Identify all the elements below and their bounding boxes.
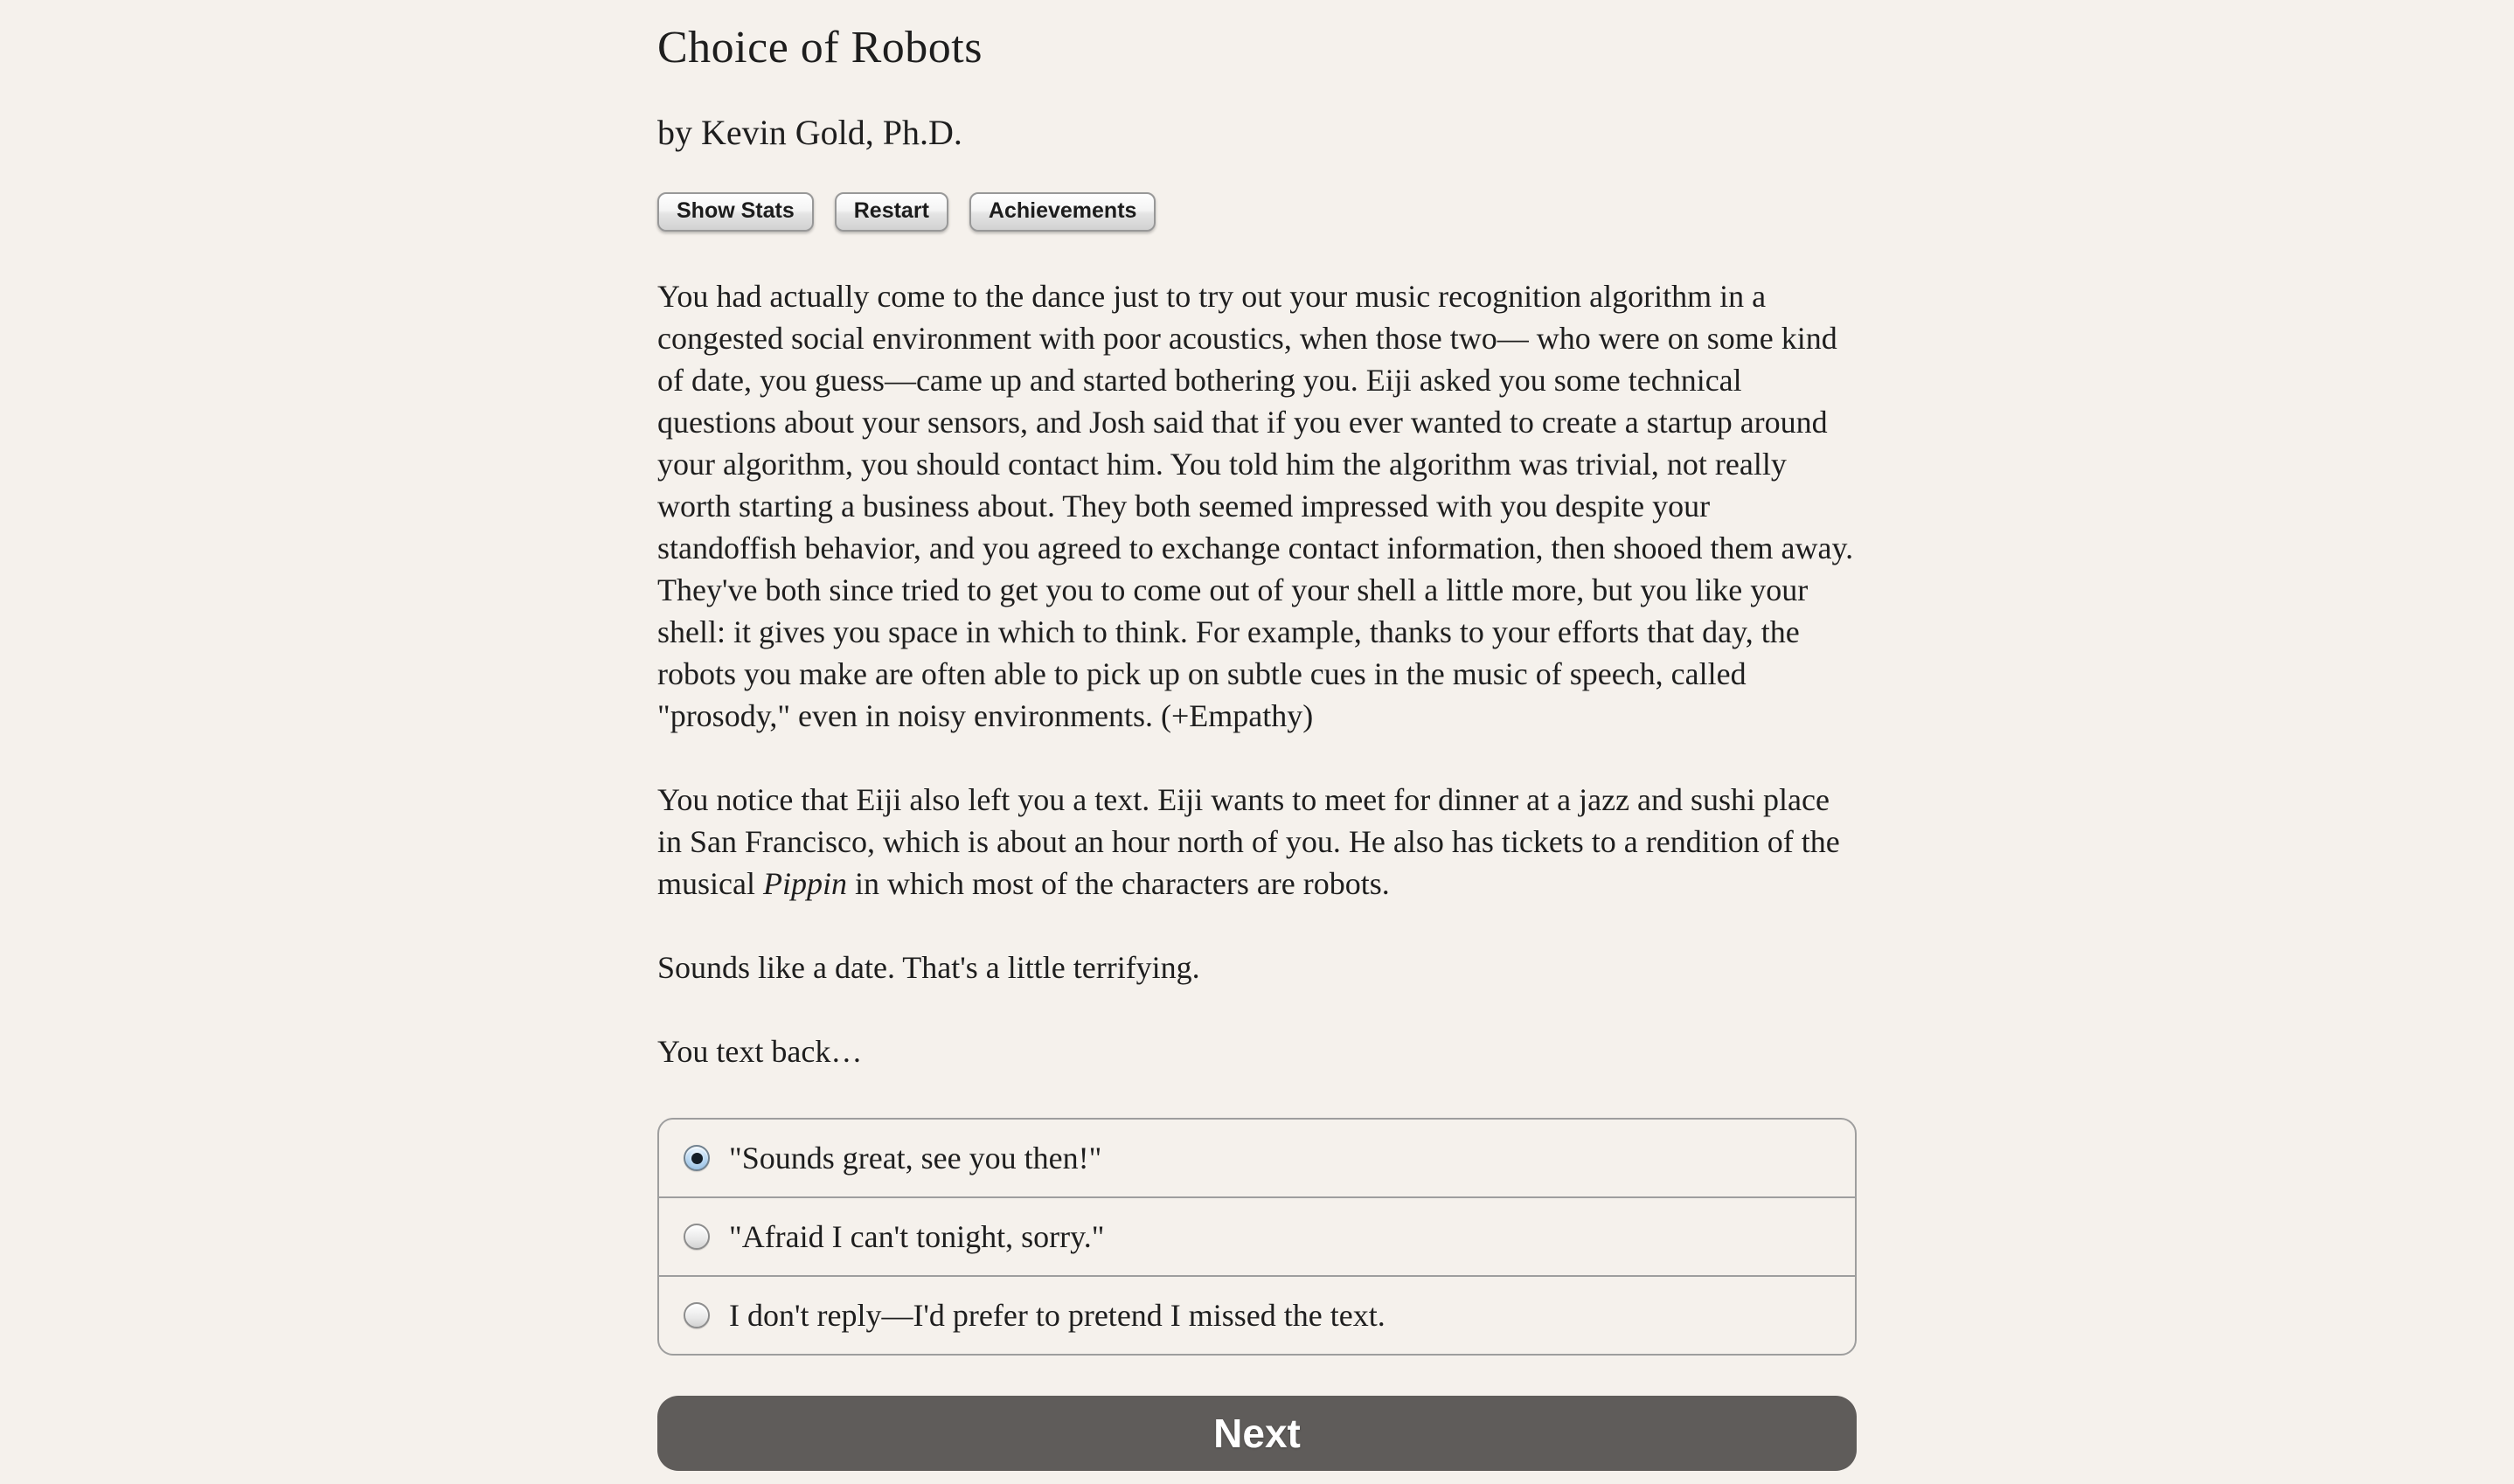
choice-list [657, 1118, 1857, 1356]
achievements-button[interactable]: Achievements [969, 192, 1156, 232]
paragraph2-after-italic: in which most of the characters are robots. [846, 866, 1390, 901]
choice-option-label: "Afraid I can't tonight, sorry." [729, 1219, 1105, 1254]
game-container [657, 0, 1857, 1471]
story-paragraph-2 [657, 779, 1857, 905]
radio-button-icon[interactable] [684, 1224, 710, 1250]
story-paragraph-1: You had actually come to the dance just to try out your music recognition algorithm in a congested social environment with poor acoustics, when those two— who were on some kind of date, you guess—came up and started bothering you. Eiji asked you some technical questions about your sensors, and Josh said that if you ever wanted to create a startup around your algorithm, you should contact him. You told him the algorithm was trivial, not really worth starting a business about. They both seemed impressed with you despite your standoffish behavior, and you agreed to exchange contact information, then shooed them away. They've both since tried to get you to come out of your shell a little more, but you like your shell: it gives you space in which to think. For example, thanks to your efforts that day, the robots you make are often able to pick up on subtle cues in the music of speech, called "prosody," even in noisy environments. (+Empathy) [657, 279, 1854, 733]
choice-option-3[interactable] [659, 1275, 1855, 1354]
story-paragraph-4: You text back… [657, 1034, 863, 1069]
musical-title-italic: Pippin [762, 866, 847, 901]
author-byline: by Kevin Gold, Ph.D. [657, 113, 962, 152]
show-stats-button[interactable]: Show Stats [657, 192, 814, 232]
radio-button-icon[interactable] [684, 1302, 710, 1328]
page-title: Choice of Robots [657, 23, 983, 73]
radio-button-icon[interactable] [684, 1145, 710, 1171]
restart-button[interactable]: Restart [835, 192, 948, 232]
story-paragraph-3: Sounds like a date. That's a little terrifying. [657, 950, 1200, 985]
next-button[interactable]: Next [657, 1396, 1857, 1471]
story-text [657, 275, 1857, 1072]
choice-option-label: "Sounds great, see you then!" [729, 1141, 1102, 1175]
choice-option-1[interactable] [659, 1120, 1855, 1196]
choice-option-label: I don't reply—I'd prefer to pretend I missed the text. [729, 1298, 1385, 1333]
choice-option-2[interactable] [659, 1196, 1855, 1275]
toolbar [657, 192, 1857, 232]
paragraph2-before-italic: You notice that Eiji also left you a text. Eiji wants to meet for dinner at a jazz and sushi place in San Francisco, which is about an hour north of you. He also has tickets to a rendition of the musical [657, 782, 1840, 901]
